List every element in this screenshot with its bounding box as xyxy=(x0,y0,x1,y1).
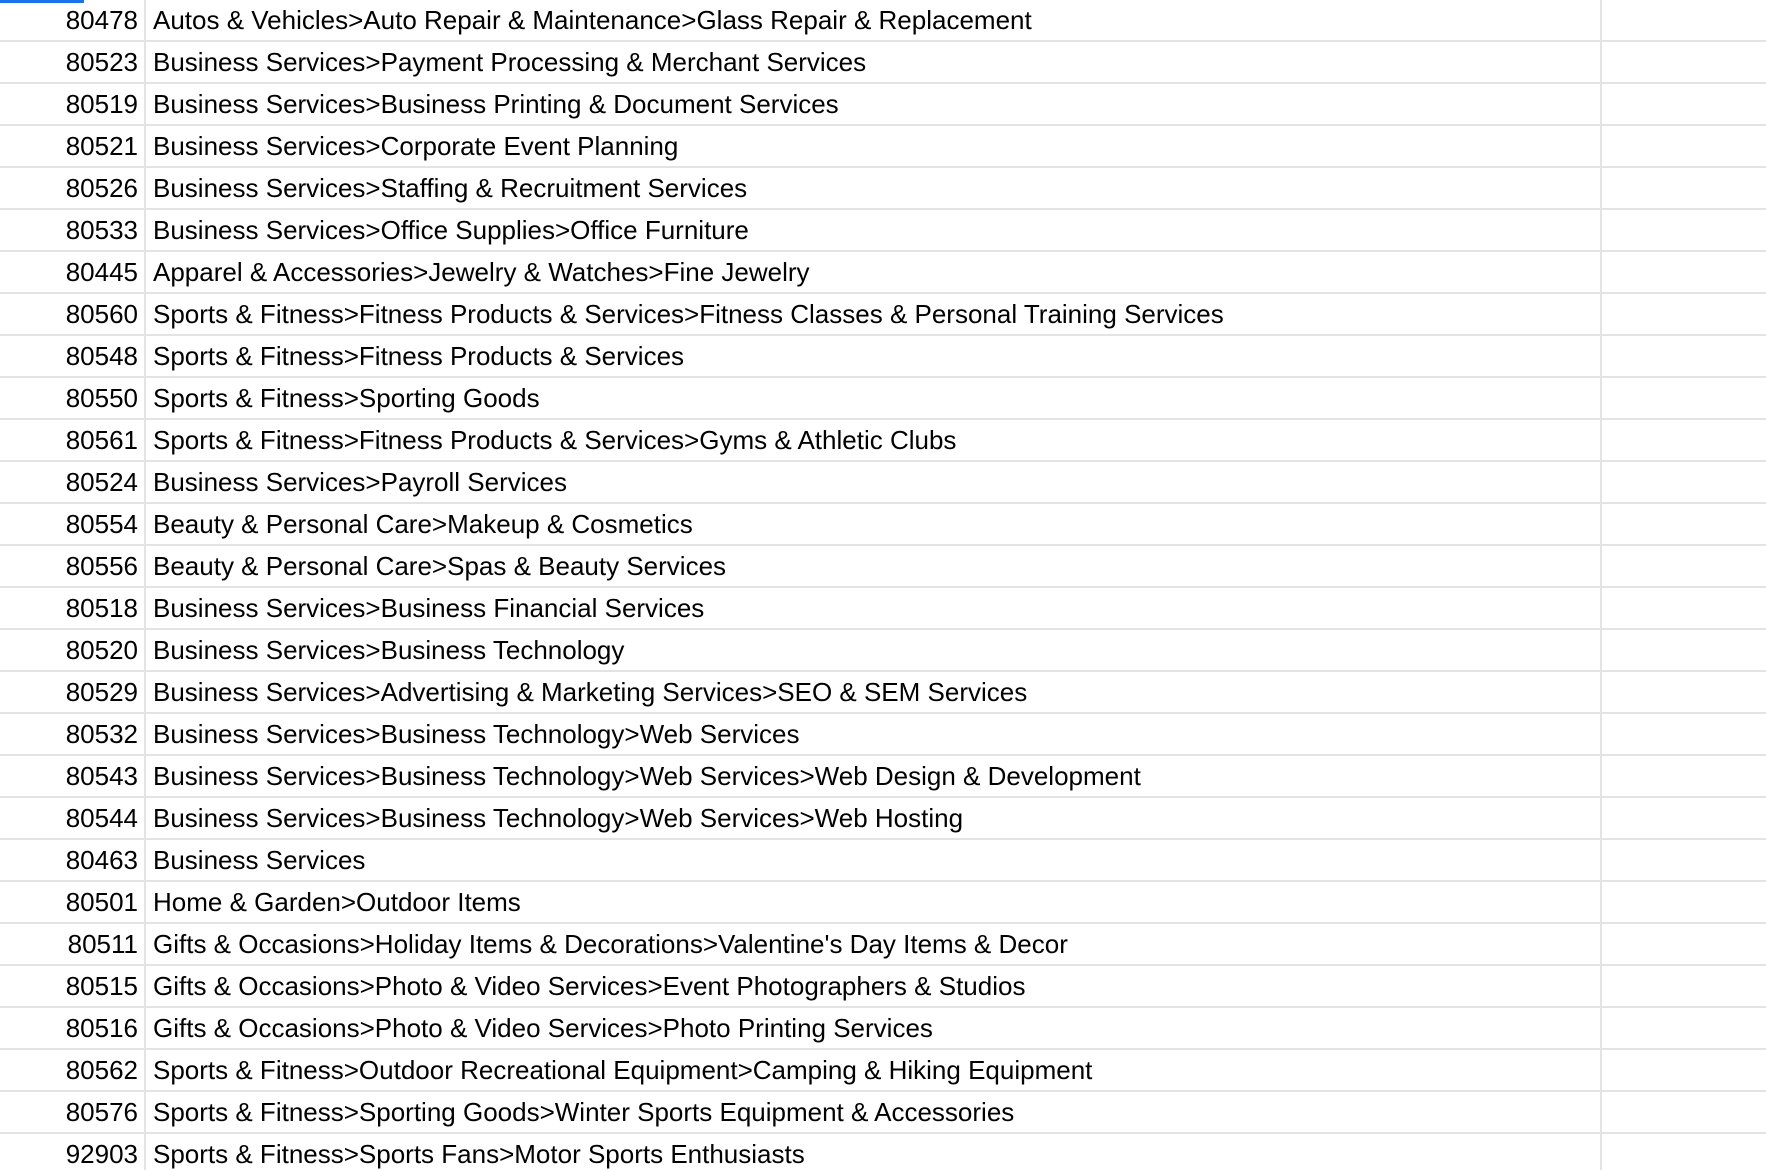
id-cell[interactable]: 80543 xyxy=(0,756,146,796)
empty-cell[interactable] xyxy=(1602,840,1766,880)
category-cell[interactable]: Sports & Fitness>Fitness Products & Services>Gyms & Athletic Clubs xyxy=(146,420,1602,460)
table-row[interactable] xyxy=(0,84,1766,126)
empty-cell[interactable] xyxy=(1602,378,1766,418)
empty-cell[interactable] xyxy=(1602,882,1766,922)
empty-cell[interactable] xyxy=(1602,336,1766,376)
table-row[interactable] xyxy=(0,126,1766,168)
id-cell[interactable]: 80554 xyxy=(0,504,146,544)
table-row[interactable] xyxy=(0,924,1766,966)
category-cell[interactable]: Business Services>Business Technology>Web Services xyxy=(146,714,1602,754)
table-row[interactable] xyxy=(0,420,1766,462)
id-cell[interactable]: 80548 xyxy=(0,336,146,376)
category-cell[interactable]: Business Services>Payroll Services xyxy=(146,462,1602,502)
table-row[interactable] xyxy=(0,1092,1766,1134)
empty-cell[interactable] xyxy=(1602,420,1766,460)
table-row[interactable] xyxy=(0,966,1766,1008)
id-cell[interactable]: 80561 xyxy=(0,420,146,460)
category-cell[interactable]: Gifts & Occasions>Photo & Video Services>Photo Printing Services xyxy=(146,1008,1602,1048)
category-cell[interactable]: Business Services>Business Financial Services xyxy=(146,588,1602,628)
table-row[interactable] xyxy=(0,882,1766,924)
category-cell[interactable]: Beauty & Personal Care>Spas & Beauty Services xyxy=(146,546,1602,586)
id-cell[interactable]: 80562 xyxy=(0,1050,146,1090)
table-row[interactable] xyxy=(0,1134,1766,1170)
empty-cell[interactable] xyxy=(1602,1092,1766,1132)
id-cell[interactable]: 80526 xyxy=(0,168,146,208)
empty-cell[interactable] xyxy=(1602,126,1766,166)
category-cell[interactable]: Sports & Fitness>Sporting Goods xyxy=(146,378,1602,418)
category-cell[interactable]: Sports & Fitness>Sports Fans>Motor Sports Enthusiasts xyxy=(146,1134,1602,1170)
cell-selection-indicator xyxy=(0,0,84,3)
category-cell[interactable]: Sports & Fitness>Fitness Products & Services>Fitness Classes & Personal Training Services xyxy=(146,294,1602,334)
id-cell[interactable]: 80501 xyxy=(0,882,146,922)
category-cell[interactable]: Beauty & Personal Care>Makeup & Cosmetics xyxy=(146,504,1602,544)
id-cell[interactable]: 80511 xyxy=(0,924,146,964)
id-cell[interactable]: 80532 xyxy=(0,714,146,754)
empty-cell[interactable] xyxy=(1602,84,1766,124)
id-cell[interactable]: 80544 xyxy=(0,798,146,838)
table-row[interactable] xyxy=(0,840,1766,882)
table-row[interactable] xyxy=(0,252,1766,294)
empty-cell[interactable] xyxy=(1602,210,1766,250)
category-cell[interactable]: Business Services>Business Printing & Document Services xyxy=(146,84,1602,124)
empty-cell[interactable] xyxy=(1602,252,1766,292)
empty-cell[interactable] xyxy=(1602,966,1766,1006)
id-cell[interactable]: 80523 xyxy=(0,42,146,82)
category-cell[interactable]: Business Services xyxy=(146,840,1602,880)
table-row[interactable] xyxy=(0,546,1766,588)
empty-cell[interactable] xyxy=(1602,168,1766,208)
id-cell[interactable]: 80518 xyxy=(0,588,146,628)
table-row[interactable] xyxy=(0,168,1766,210)
table-row[interactable] xyxy=(0,42,1766,84)
empty-cell[interactable] xyxy=(1602,714,1766,754)
category-cell[interactable]: Business Services>Business Technology>Web Services>Web Design & Development xyxy=(146,756,1602,796)
id-cell[interactable]: 80550 xyxy=(0,378,146,418)
empty-cell[interactable] xyxy=(1602,1050,1766,1090)
empty-cell[interactable] xyxy=(1602,756,1766,796)
table-row[interactable] xyxy=(0,336,1766,378)
table-row[interactable] xyxy=(0,798,1766,840)
id-cell[interactable]: 80516 xyxy=(0,1008,146,1048)
category-cell[interactable]: Home & Garden>Outdoor Items xyxy=(146,882,1602,922)
empty-cell[interactable] xyxy=(1602,630,1766,670)
id-cell[interactable]: 80524 xyxy=(0,462,146,502)
id-cell[interactable]: 80478 xyxy=(0,0,146,40)
empty-cell[interactable] xyxy=(1602,0,1766,40)
table-row[interactable] xyxy=(0,1008,1766,1050)
category-cell[interactable]: Gifts & Occasions>Holiday Items & Decorations>Valentine's Day Items & Decor xyxy=(146,924,1602,964)
category-cell[interactable]: Business Services>Business Technology>Web Services>Web Hosting xyxy=(146,798,1602,838)
id-cell[interactable]: 80576 xyxy=(0,1092,146,1132)
id-cell[interactable]: 80463 xyxy=(0,840,146,880)
table-row[interactable] xyxy=(0,210,1766,252)
category-cell[interactable]: Gifts & Occasions>Photo & Video Services>Event Photographers & Studios xyxy=(146,966,1602,1006)
table-row[interactable] xyxy=(0,714,1766,756)
empty-cell[interactable] xyxy=(1602,546,1766,586)
table-row[interactable] xyxy=(0,1050,1766,1092)
empty-cell[interactable] xyxy=(1602,798,1766,838)
table-row[interactable] xyxy=(0,294,1766,336)
id-cell[interactable]: 80520 xyxy=(0,630,146,670)
id-cell[interactable]: 92903 xyxy=(0,1134,146,1170)
table-row[interactable] xyxy=(0,672,1766,714)
table-row[interactable] xyxy=(0,630,1766,672)
category-cell[interactable]: Apparel & Accessories>Jewelry & Watches>Fine Jewelry xyxy=(146,252,1602,292)
category-cell[interactable]: Business Services>Business Technology xyxy=(146,630,1602,670)
category-cell[interactable]: Sports & Fitness>Fitness Products & Services xyxy=(146,336,1602,376)
id-cell[interactable]: 80556 xyxy=(0,546,146,586)
table-row[interactable] xyxy=(0,0,1766,42)
table-row[interactable] xyxy=(0,504,1766,546)
id-cell[interactable]: 80515 xyxy=(0,966,146,1006)
empty-cell[interactable] xyxy=(1602,924,1766,964)
category-cell[interactable]: Business Services>Advertising & Marketing Services>SEO & SEM Services xyxy=(146,672,1602,712)
table-row[interactable] xyxy=(0,588,1766,630)
category-cell[interactable]: Sports & Fitness>Outdoor Recreational Equipment>Camping & Hiking Equipment xyxy=(146,1050,1602,1090)
id-cell[interactable]: 80519 xyxy=(0,84,146,124)
category-cell[interactable]: Autos & Vehicles>Auto Repair & Maintenance>Glass Repair & Replacement xyxy=(146,0,1602,40)
table-row[interactable] xyxy=(0,756,1766,798)
empty-cell[interactable] xyxy=(1602,504,1766,544)
id-cell[interactable]: 80445 xyxy=(0,252,146,292)
id-cell[interactable]: 80560 xyxy=(0,294,146,334)
id-cell[interactable]: 80521 xyxy=(0,126,146,166)
empty-cell[interactable] xyxy=(1602,462,1766,502)
id-cell[interactable]: 80533 xyxy=(0,210,146,250)
category-cell[interactable]: Business Services>Payment Processing & Merchant Services xyxy=(146,42,1602,82)
empty-cell[interactable] xyxy=(1602,672,1766,712)
category-cell[interactable]: Business Services>Office Supplies>Office Furniture xyxy=(146,210,1602,250)
empty-cell[interactable] xyxy=(1602,42,1766,82)
empty-cell[interactable] xyxy=(1602,1134,1766,1170)
empty-cell[interactable] xyxy=(1602,588,1766,628)
table-row[interactable] xyxy=(0,378,1766,420)
category-cell[interactable]: Business Services>Corporate Event Planning xyxy=(146,126,1602,166)
empty-cell[interactable] xyxy=(1602,294,1766,334)
empty-cell[interactable] xyxy=(1602,1008,1766,1048)
id-cell[interactable]: 80529 xyxy=(0,672,146,712)
category-cell[interactable]: Business Services>Staffing & Recruitment Services xyxy=(146,168,1602,208)
category-cell[interactable]: Sports & Fitness>Sporting Goods>Winter Sports Equipment & Accessories xyxy=(146,1092,1602,1132)
table-row[interactable] xyxy=(0,462,1766,504)
